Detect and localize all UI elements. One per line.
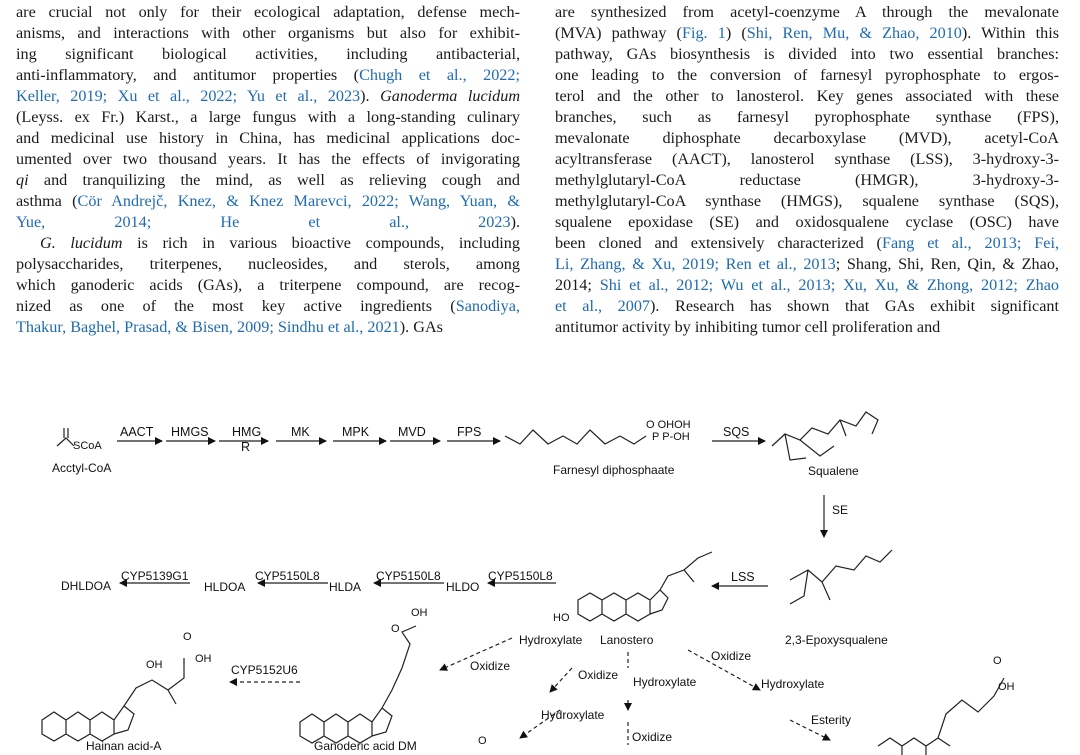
- enzyme-mpk: MPK: [342, 425, 370, 439]
- text-segment: ). Within this: [961, 24, 1059, 42]
- enzyme-cyp5139g1: CYP5139G1: [121, 569, 189, 583]
- ho-label: HO: [553, 612, 570, 624]
- enzyme-lss: LSS: [731, 570, 755, 584]
- text-segment: umented over two thousand years. It has the effects of invigorating: [16, 150, 520, 168]
- left-text-column: [16, 2, 520, 338]
- text-line: [555, 317, 1059, 338]
- biosynthesis-pathway-figure: [0, 400, 1080, 755]
- hydroxylate-label-4: Hydroxylate: [541, 708, 605, 722]
- text-line: [16, 149, 520, 170]
- right-oh: OH: [998, 681, 1015, 693]
- citation-link[interactable]: Fig. 1: [681, 24, 726, 42]
- hydroxylate-label-2: Hydroxylate: [633, 675, 697, 689]
- text-segment: are synthesized from acetyl-coenzyme A through the mevalonate: [555, 3, 1059, 21]
- text-segment: ).: [510, 213, 520, 231]
- text-line: [16, 86, 520, 107]
- scoa-label: SCoA: [73, 440, 102, 452]
- text-segment: and medicinal use history in China, has medicinal applications doc-: [16, 129, 520, 147]
- text-segment: Ganoderma lucidum: [380, 87, 521, 105]
- hldoa-label: HLDOA: [204, 580, 246, 594]
- text-segment: is rich in various bioactive compounds, including: [122, 234, 520, 252]
- text-segment: methylglutaryl-CoA reductase (HMGR), 3-hydroxy-3-: [555, 171, 1059, 189]
- farnesyl-diphosphate-label: Farnesyl diphosphaate: [553, 463, 675, 477]
- enzyme-cyp5150l8-a: CYP5150L8: [255, 569, 320, 583]
- text-line: [555, 233, 1059, 254]
- text-segment: G. lucidum: [40, 234, 123, 252]
- text-line: [16, 23, 520, 44]
- text-segment: branches, such as farnesyl pyrophosphate synthase (FPS),: [555, 108, 1059, 126]
- dm-o: O: [391, 623, 400, 635]
- epoxysqualene-structure: [790, 550, 892, 604]
- text-line: [555, 86, 1059, 107]
- pp-group-mid: P P-OH: [652, 431, 690, 443]
- text-segment: (MVA) pathway (: [555, 24, 682, 42]
- citation-link[interactable]: Keller, 2019; Xu et al., 2022; Yu et al., 2023: [16, 87, 361, 105]
- text-line: [555, 149, 1059, 170]
- text-segment: pathway, GAs biosynthesis is divided into two essential branches:: [555, 45, 1059, 63]
- text-segment: polysaccharides, triterpenes, nucleosides, and sterols, among: [16, 255, 520, 273]
- text-segment: ).: [360, 87, 381, 105]
- citation-link[interactable]: Li, Zhang, & Xu, 2019; Ren et al., 2013: [555, 255, 836, 273]
- text-segment: which ganoderic acids (GAs), a triterpene compound, are recog-: [16, 276, 520, 294]
- text-line: [16, 2, 520, 23]
- text-segment: ; Shang, Shi, Ren, Qin, & Zhao,: [835, 255, 1059, 273]
- dhldoa-label: DHLDOA: [61, 579, 112, 593]
- lanosterol-structure: [578, 552, 712, 621]
- citation-link[interactable]: Cör Andrejč, Knez, & Knez Marevci, 2022; Wang, Yuan, &: [77, 192, 520, 210]
- enzyme-cyp5150l8-b: CYP5150L8: [376, 569, 441, 583]
- enzyme-hmgs: HMGS: [171, 425, 209, 439]
- text-line: [16, 296, 520, 317]
- squalene-label: Squalene: [808, 464, 859, 478]
- text-segment: squalene epoxidase (SE) and oxidosqualene cyclase (OSC) have: [555, 213, 1059, 231]
- text-segment: 2014;: [555, 276, 600, 294]
- text-segment: nized as one of the most key active ingredients (: [16, 297, 456, 315]
- bottom-o: O: [478, 735, 487, 747]
- text-line: [555, 128, 1059, 149]
- enzyme-mvd: MVD: [398, 425, 426, 439]
- enzyme-cyp5152u6: CYP5152U6: [231, 663, 298, 677]
- right-text-column: [555, 2, 1059, 338]
- text-line: [16, 317, 520, 338]
- hainan-acid-label: Hainan acid-A: [86, 739, 162, 753]
- acetyl-coa-structure: [57, 438, 74, 446]
- text-line: [555, 191, 1059, 212]
- enzyme-hmg: HMG: [232, 425, 262, 439]
- text-line: [16, 128, 520, 149]
- citation-link[interactable]: Sanodiya,: [455, 297, 520, 315]
- text-segment: terol and the other to lanosterol. Key genes associated with these: [555, 87, 1059, 105]
- ganoderic-acid-dm-label: Ganoderic acid DM: [314, 739, 417, 753]
- text-segment: ing significant biological activities, including antibacterial,: [16, 45, 520, 63]
- text-line: [16, 170, 520, 191]
- squalene-structure: [772, 412, 878, 460]
- enzyme-mk: MK: [291, 425, 310, 439]
- text-segment: been cloned and extensively characterized (: [555, 234, 882, 252]
- pp-group-top: O OHOH: [646, 419, 691, 431]
- text-line: [555, 2, 1059, 23]
- text-line: [16, 233, 520, 254]
- citation-link[interactable]: Fang et al., 2013; Fei,: [881, 234, 1059, 252]
- text-line: [555, 170, 1059, 191]
- text-line: [555, 23, 1059, 44]
- oxidize-label-2: Oxidize: [711, 649, 752, 663]
- text-line: [555, 296, 1059, 317]
- enzyme-aact: AACT: [120, 425, 154, 439]
- citation-link[interactable]: Yue, 2014; He et al., 2023: [16, 213, 511, 231]
- hydroxylate-label-1: Hydroxylate: [519, 633, 583, 647]
- text-line: [16, 107, 520, 128]
- text-segment: anti-inflammatory, and antitumor properties (: [16, 66, 360, 84]
- citation-link[interactable]: et al., 2007: [555, 297, 651, 315]
- text-segment: (Leyss. ex Fr.) Karst., a large fungus with a long-standing culinary: [16, 108, 520, 126]
- text-line: [555, 65, 1059, 86]
- enzyme-se: SE: [832, 503, 849, 517]
- esterified-ganoderic-structure: [878, 678, 1004, 755]
- text-line: [555, 212, 1059, 233]
- text-line: [555, 44, 1059, 65]
- farnesyl-chain-structure: [505, 430, 646, 444]
- right-o: O: [993, 655, 1002, 667]
- text-line: [16, 275, 520, 296]
- citation-link[interactable]: Thakur, Baghel, Prasad, & Bisen, 2009; Sindhu et al., 2021: [16, 318, 400, 336]
- lanosterol-label: Lanostero: [600, 633, 654, 647]
- enzyme-hmg-r: R: [241, 440, 251, 454]
- text-segment: ). GAs: [399, 318, 443, 336]
- enzyme-fps: FPS: [457, 425, 482, 439]
- text-line: [16, 65, 520, 86]
- text-line: [555, 107, 1059, 128]
- hainan-oh-2: OH: [146, 659, 163, 671]
- text-segment: antitumor activity by inhibiting tumor cell proliferation and: [555, 318, 941, 336]
- text-segment: mevalonate diphosphate decarboxylase (MVD), acetyl-CoA: [555, 129, 1059, 147]
- text-segment: ). Research has shown that GAs exhibit significant: [650, 297, 1059, 315]
- ganoderic-acid-dm-structure: [300, 626, 416, 743]
- text-segment: acyltransferase (AACT), lanosterol synthase (LSS), 3-hydroxy-3-: [555, 150, 1059, 168]
- epoxysqualene-label: 2,3-Epoxysqualene: [785, 633, 888, 647]
- text-segment: and tranquilizing the mind, as well as relieving cough and: [28, 171, 520, 189]
- citation-link[interactable]: Shi, Ren, Mu, & Zhao, 2010: [746, 24, 962, 42]
- enzyme-cyp5150l8-c: CYP5150L8: [488, 569, 553, 583]
- esterity-label: Esterity: [811, 713, 852, 727]
- text-line: [555, 254, 1059, 275]
- text-line: [555, 275, 1059, 296]
- enzyme-sqs: SQS: [723, 425, 750, 439]
- text-segment: ) (: [725, 24, 747, 42]
- text-line: [16, 191, 520, 212]
- citation-link[interactable]: Shi et al., 2012; Wu et al., 2013; Xu, Xu, & Zhong, 2012; Zhao: [599, 276, 1059, 294]
- hldo-label: HLDO: [446, 580, 480, 594]
- citation-link[interactable]: Chugh et al., 2022;: [359, 66, 520, 84]
- text-segment: one leading to the conversion of farnesyl pyrophosphate to ergos-: [555, 66, 1059, 84]
- hainan-acid-structure: [42, 658, 184, 741]
- oxidize-label-3: Oxidize: [578, 668, 619, 682]
- text-line: [16, 44, 520, 65]
- hainan-oh-1: OH: [195, 653, 212, 665]
- text-segment: qi: [16, 171, 29, 189]
- text-segment: asthma (: [16, 192, 78, 210]
- hlda-label: HLDA: [329, 580, 362, 594]
- text-line: [16, 212, 520, 233]
- hainan-o: O: [183, 631, 192, 643]
- text-segment: anisms, and interactions with other organisms but also for exhibit-: [16, 24, 520, 42]
- text-segment: are crucial not only for their ecological adaptation, defense mech-: [16, 3, 520, 21]
- text-line: [16, 254, 520, 275]
- oxidize-label-4: Oxidize: [632, 730, 673, 744]
- acetyl-coa-label: Acctyl-CoA: [52, 461, 112, 475]
- text-segment: methylglutaryl-CoA synthase (HMGS), squalene synthase (SQS),: [555, 192, 1059, 210]
- hydroxylate-label-3: Hydroxylate: [761, 677, 825, 691]
- dm-oh: OH: [411, 607, 428, 619]
- oxidize-label-1: Oxidize: [470, 659, 511, 673]
